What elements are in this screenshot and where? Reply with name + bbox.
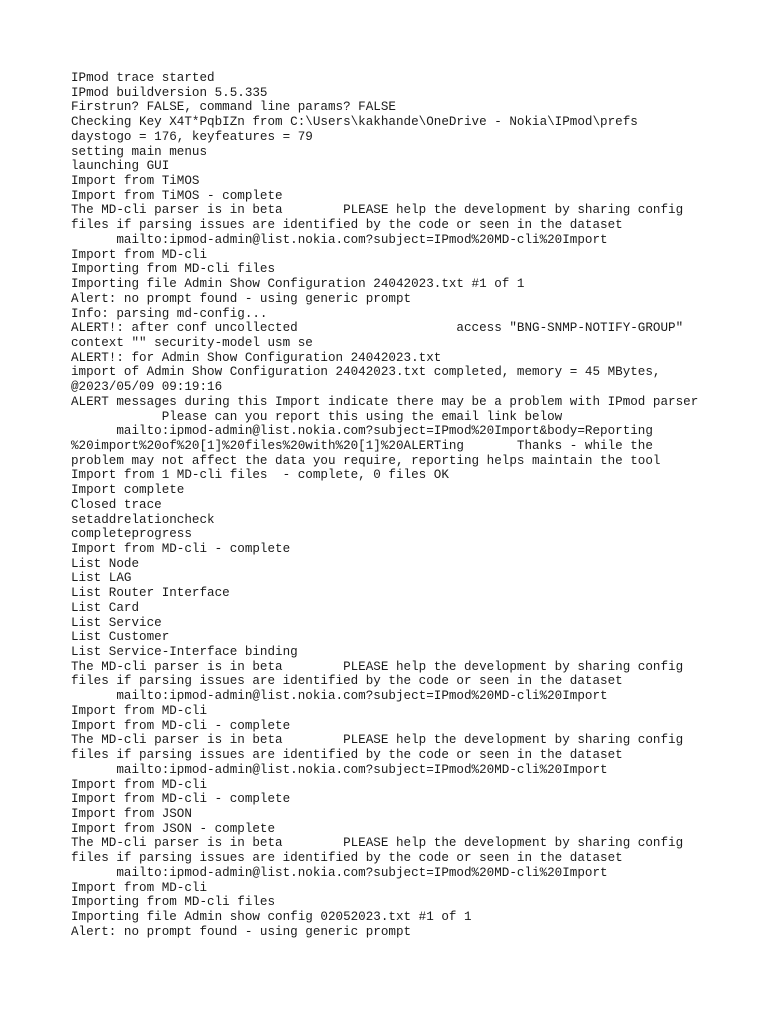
trace-line: Importing file Admin show config 02052023.txt #1 of 1	[71, 909, 472, 924]
trace-line: Import from TiMOS	[71, 174, 200, 189]
trace-line: problem may not affect the data you require, reporting helps maintain the tool	[71, 453, 661, 468]
trace-line: Import from MD-cli	[71, 247, 208, 262]
trace-line: List Router Interface	[71, 586, 230, 601]
trace-line: IPmod buildversion 5.5.335	[71, 85, 268, 100]
trace-log	[71, 71, 761, 939]
trace-line: files if parsing issues are identified by the code or seen in the dataset	[71, 748, 623, 763]
trace-line: @2023/05/09 09:19:16	[71, 380, 223, 395]
trace-line: import of Admin Show Configuration 24042023.txt completed, memory = 45 MBytes,	[71, 365, 661, 380]
trace-line: Import from MD-cli - complete	[71, 542, 291, 556]
trace-line: List LAG	[71, 571, 132, 586]
trace-line: Import from TiMOS - complete	[71, 188, 283, 203]
trace-line: Alert: no prompt found - using generic prompt	[71, 924, 412, 939]
trace-line: The MD-cli parser is in beta PLEASE help the development by sharing config	[71, 659, 684, 674]
trace-line: List Card	[71, 600, 140, 615]
trace-line: files if parsing issues are identified by the code or seen in the dataset	[71, 674, 623, 689]
trace-line: Importing from MD-cli files	[71, 262, 276, 277]
trace-line: %20import%20of%20[1]%20files%20with%20[1]%20ALERTing Thanks - while the	[71, 438, 653, 453]
trace-line: files if parsing issues are identified by the code or seen in the dataset	[71, 851, 623, 866]
trace-line: mailto:ipmod-admin@list.nokia.com?subject=IPmod%20MD-cli%20Import	[71, 865, 608, 880]
trace-line: daystogo = 176, keyfeatures = 79	[71, 129, 313, 144]
trace-line: mailto:ipmod-admin@list.nokia.com?subject=IPmod%20MD-cli%20Import	[71, 232, 608, 247]
trace-line: launching GUI	[71, 159, 170, 174]
trace-line: Please can you report this using the email link below	[71, 409, 563, 424]
trace-line: List Node	[71, 556, 140, 571]
trace-line: The MD-cli parser is in beta PLEASE help the development by sharing config	[71, 836, 684, 851]
trace-line: List Service-Interface binding	[71, 645, 298, 660]
trace-line: The MD-cli parser is in beta PLEASE help the development by sharing config	[71, 733, 684, 748]
trace-line: Import from JSON	[71, 806, 192, 821]
trace-line: ALERT messages during this Import indicate there may be a problem with IPmod parser	[71, 394, 699, 409]
trace-line: Import from MD-cli	[71, 703, 208, 718]
trace-line: Import from MD-cli	[71, 777, 208, 792]
trace-line: mailto:ipmod-admin@list.nokia.com?subject=IPmod%20MD-cli%20Import	[71, 689, 608, 704]
trace-line: Importing from MD-cli files	[71, 895, 276, 910]
trace-line: List Service	[71, 615, 162, 630]
trace-line: Import from MD-cli - complete	[71, 718, 291, 733]
trace-line: Alert: no prompt found - using generic prompt	[71, 291, 412, 306]
trace-line: files if parsing issues are identified by the code or seen in the dataset	[71, 218, 623, 233]
trace-line: Import from 1 MD-cli files - complete, 0 files OK	[71, 468, 449, 483]
trace-line: Firstrun? FALSE, command line params? FALSE	[71, 100, 396, 115]
trace-line: mailto:ipmod-admin@list.nokia.com?subject=IPmod%20MD-cli%20Import	[71, 762, 608, 777]
trace-line: Import from MD-cli - complete	[71, 792, 291, 807]
trace-line: mailto:ipmod-admin@list.nokia.com?subject=IPmod%20Import&body=Reporting	[71, 424, 653, 439]
trace-line: setting main menus	[71, 144, 208, 159]
trace-line: completeprogress	[71, 527, 192, 542]
trace-line: context "" security-model usm se	[71, 335, 313, 350]
trace-line: Checking Key X4T*PqbIZn from C:\Users\kakhande\OneDrive - Nokia\IPmod\prefs	[71, 115, 638, 130]
trace-line: Importing file Admin Show Configuration 24042023.txt #1 of 1	[71, 277, 525, 292]
trace-line: List Customer	[71, 630, 170, 645]
trace-line: ALERT!: for Admin Show Configuration 24042023.txt	[71, 350, 442, 365]
trace-line: Info: parsing md-config...	[71, 306, 268, 321]
trace-line: ALERT!: after conf uncollected access "BNG-SNMP-NOTIFY-GROUP"	[71, 321, 684, 336]
trace-line: Closed trace	[71, 497, 162, 512]
trace-line: The MD-cli parser is in beta PLEASE help the development by sharing config	[71, 203, 684, 218]
trace-line: setaddrelationcheck	[71, 512, 215, 527]
trace-line: Import from JSON - complete	[71, 821, 276, 836]
trace-line: Import complete	[71, 483, 185, 498]
trace-line: Import from MD-cli	[71, 880, 208, 895]
trace-line: IPmod trace started	[71, 71, 215, 85]
